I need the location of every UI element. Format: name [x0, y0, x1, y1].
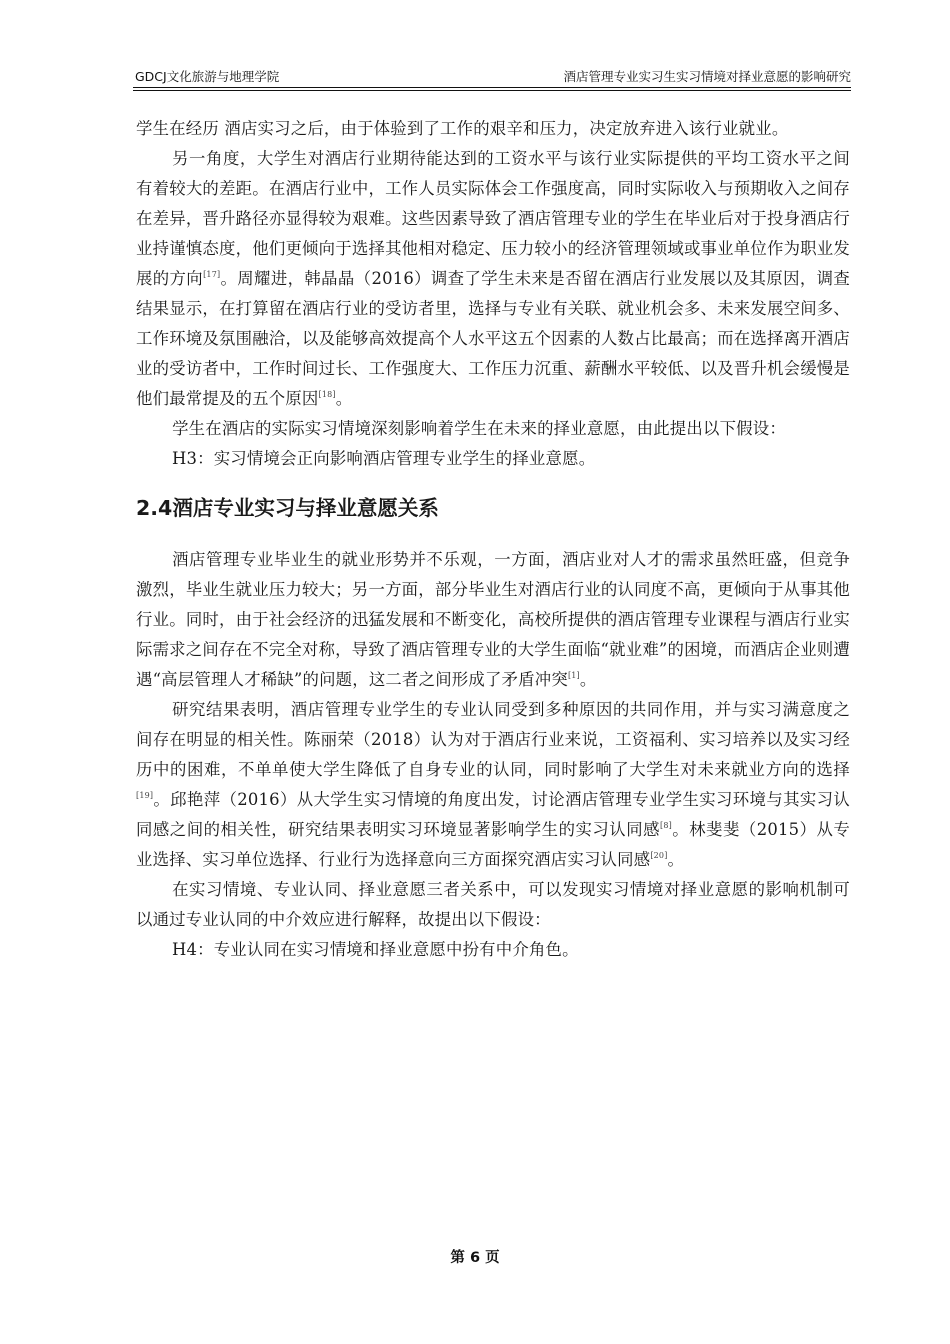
header-paper-title: 酒店管理专业实习生实习情境对择业意愿的影响研究 — [563, 69, 851, 84]
paragraph-text: 。邱艳萍（2016）从大学生实习情境的角度出发，讨论酒店管理专业学生实习环境与其实习认同感之间的相关性，研究结果表明实习环境显著影响学生的实习认同感 — [136, 790, 850, 839]
paragraph-text: 另一角度，大学生对酒店行业期待能达到的工资水平与该行业实际提供的平均工资水平之间有着较大的差距。在酒店行业中，工作人员实际体会工作强度高，同时实际收入与预期收入之间存在差异，晋升路径亦显得较为艰难。这些因素导致了酒店管理专业的学生在毕业后对于投身酒店行业持谨慎态度，他们更倾向于选择其他相对稳定、压力较小的经济管理领域或事业单位作为职业发展的方向 — [136, 149, 850, 288]
citation-ref: [1] — [567, 671, 580, 680]
paragraph-salary-gap — [136, 144, 850, 414]
paragraph-hypothesis-lead: 学生在酒店的实际实习情境深刻影响着学生在未来的择业意愿，由此提出以下假设： — [172, 419, 786, 438]
header-rule-thin — [133, 90, 851, 91]
paragraph-text: 酒店管理专业毕业生的就业形势并不乐观，一方面，酒店业对人才的需求虽然旺盛，但竞争激烈，毕业生就业压力较大；另一方面，部分毕业生对酒店行业的认同度不高，更倾向于从事其他行业。同时，由于社会经济的迅猛发展和不断变化，高校所提供的酒店管理专业课程与酒店行业实际需求之间存在不完全对称，导致了酒店管理专业的大学生面临“就业难”的困境，而酒店企业则遭遇“高层管理人才稀缺”的问题，这二者之间形成了矛盾冲突 — [136, 550, 850, 689]
citation-ref: [8] — [660, 821, 672, 830]
paragraph-text: 。 — [335, 389, 353, 408]
hypothesis-h3: H3：实习情境会正向影响酒店管理专业学生的择业意愿。 — [172, 449, 596, 468]
section-heading: 2.4酒店专业实习与择业意愿关系 — [136, 496, 439, 520]
paragraph-research-results — [136, 695, 850, 875]
page-header — [133, 63, 851, 89]
paragraph-text: 。 — [579, 670, 597, 689]
hypothesis-h4: H4：专业认同在实习情境和择业意愿中扮有中介角色。 — [172, 940, 579, 959]
paragraph-text: 。周耀进，韩晶晶（2016）调查了学生未来是否留在酒店行业发展以及其原因，调查结果显示，在打算留在酒店行业的受访者里，选择与专业有关联、就业机会多、未来发展空间多、工作环境及氛围融洽，以及能够高效提高个人水平这五个因素的人数占比最高；而在选择离开酒店业的受访者中，工作时间过长、工作强度大、工作压力沉重、薪酬水平较低、以及晋升机会缓慢是他们最常提及的五个原因 — [136, 269, 850, 408]
citation-ref: [17] — [203, 270, 221, 279]
paragraph-continued: 学生在经历 酒店实习之后，由于体验到了工作的艰辛和压力，决定放弃进入该行业就业。 — [136, 119, 789, 138]
paragraph-text: 研究结果表明，酒店管理专业学生的专业认同受到多种原因的共同作用，并与实习满意度之间存在明显的相关性。陈丽荣（2018）认为对于酒店行业来说，工资福利、实习培养以及实习经历中的困难，不单单使大学生降低了自身专业的认同，同时影响了大学生对未来就业方向的选择 — [136, 700, 850, 779]
header-rule-thick — [133, 87, 851, 88]
header-institution: GDCJ文化旅游与地理学院 — [135, 69, 280, 84]
paragraph-mediation: 在实习情境、专业认同、择业意愿三者关系中，可以发现实习情境对择业意愿的影响机制可以通过专业认同的中介效应进行解释，故提出以下假设： — [136, 880, 850, 929]
page-number: 第 6 页 — [450, 1250, 500, 1266]
paragraph-text: 。 — [667, 850, 685, 869]
citation-ref: [18] — [318, 390, 336, 399]
citation-ref: [19] — [136, 791, 154, 800]
paragraph-text: 。林斐斐（2015）从专业选择、实习单位选择、行业行为选择意向三方面探究酒店实习认同感 — [136, 820, 850, 869]
paragraph-employment-situation — [136, 545, 850, 695]
page-body — [136, 114, 850, 965]
citation-ref: [20] — [650, 851, 668, 860]
